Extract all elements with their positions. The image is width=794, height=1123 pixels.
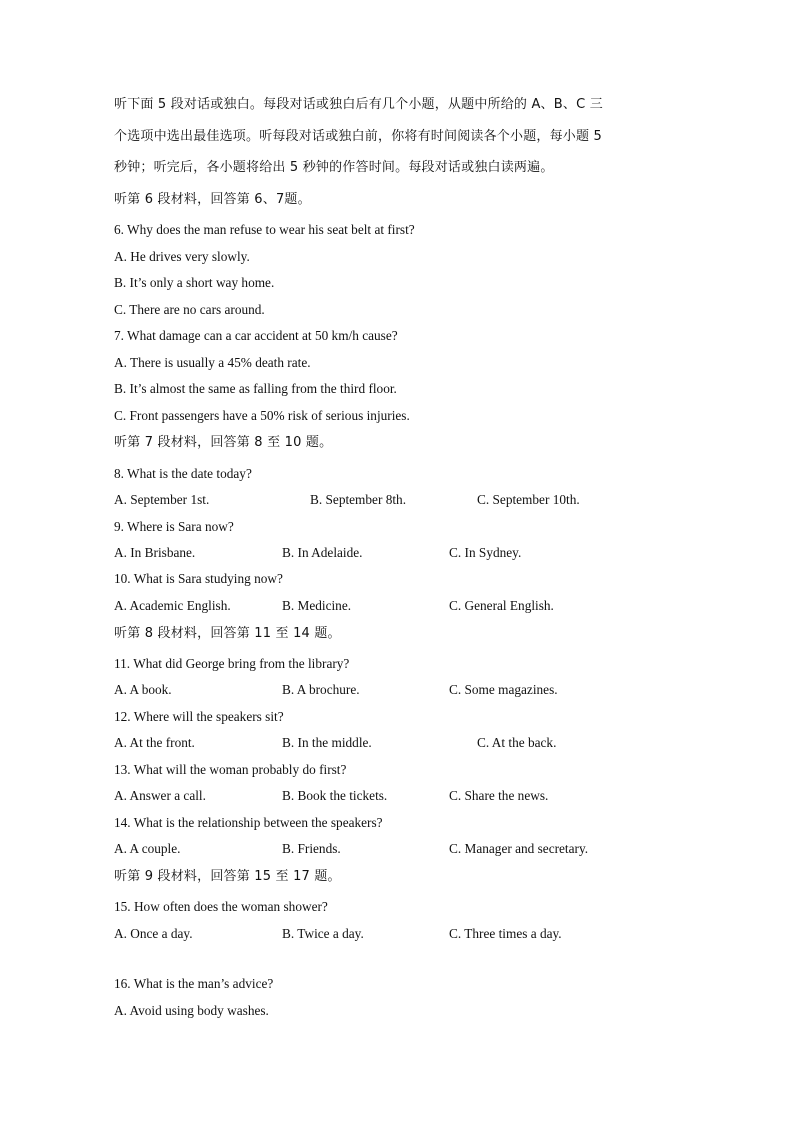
question-7-stem: 7. What damage can a car accident at 50 km/h cause? [114,328,398,343]
question-9-option-a: A. In Brisbane. [114,545,196,560]
section-7-heading: 听第 7 段材料，回答第 8 至 10 题。 [114,435,333,450]
question-13-option-a: A. Answer a call. [114,788,206,803]
instructions-line-3: 秒钟；听完后，各小题将给出 5 秒钟的作答时间。每段对话或独白读两遍。 [114,160,554,175]
question-12-stem: 12. Where will the speakers sit? [114,709,284,724]
question-11-option-b: B. A brochure. [282,682,360,697]
question-14-option-a: A. A couple. [114,841,181,856]
question-15-option-b: B. Twice a day. [282,926,364,941]
question-16-option-a: A. Avoid using body washes. [114,1003,269,1018]
question-13-stem: 13. What will the woman probably do first? [114,762,347,777]
question-6-stem: 6. Why does the man refuse to wear his seat belt at first? [114,222,415,237]
question-13-option-b: B. Book the tickets. [282,788,388,803]
question-10-option-c: C. General English. [449,598,554,613]
question-12-option-a: A. At the front. [114,735,195,750]
question-10-stem: 10. What is Sara studying now? [114,571,283,586]
question-7-option-c: C. Front passengers have a 50% risk of serious injuries. [114,408,410,423]
question-11-option-c: C. Some magazines. [449,682,558,697]
question-9-stem: 9. Where is Sara now? [114,519,234,534]
question-8-stem: 8. What is the date today? [114,466,252,481]
question-13-option-c: C. Share the news. [449,788,549,803]
question-8-option-c: C. September 10th. [477,492,580,507]
question-12-option-b: B. In the middle. [282,735,372,750]
question-14-option-c: C. Manager and secretary. [449,841,589,856]
question-12-option-c: C. At the back. [477,735,557,750]
section-9-heading: 听第 9 段材料，回答第 15 至 17 题。 [114,869,341,884]
question-15-stem: 15. How often does the woman shower? [114,899,328,914]
section-6-heading: 听第 6 段材料，回答第 6、7题。 [114,192,311,207]
question-14-stem: 14. What is the relationship between the speakers? [114,815,383,830]
question-10-option-a: A. Academic English. [114,598,231,613]
question-6-option-c: C. There are no cars around. [114,302,265,317]
question-9-option-b: B. In Adelaide. [282,545,363,560]
question-8-option-b: B. September 8th. [310,492,407,507]
question-7-option-a: A. There is usually a 45% death rate. [114,355,311,370]
question-11-option-a: A. A book. [114,682,172,697]
question-7-option-b: B. It’s almost the same as falling from the third floor. [114,381,397,396]
section-8-heading: 听第 8 段材料，回答第 11 至 14 题。 [114,626,341,641]
question-9-option-c: C. In Sydney. [449,545,522,560]
question-10-option-b: B. Medicine. [282,598,352,613]
question-6-option-b: B. It’s only a short way home. [114,275,275,290]
question-16-stem: 16. What is the man’s advice? [114,976,274,991]
question-11-stem: 11. What did George bring from the library? [114,656,350,671]
instructions-line-1: 听下面 5 段对话或独白。每段对话或独白后有几个小题，从题中所给的 A、B、C 三 [114,97,603,112]
question-15-option-a: A. Once a day. [114,926,193,941]
instructions-line-2: 个选项中选出最佳选项。听每段对话或独白前，你将有时间阅读各个小题，每小题 5 [114,129,603,144]
question-6-option-a: A. He drives very slowly. [114,249,250,264]
question-14-option-b: B. Friends. [282,841,341,856]
question-8-option-a: A. September 1st. [114,492,210,507]
question-15-option-c: C. Three times a day. [449,926,562,941]
